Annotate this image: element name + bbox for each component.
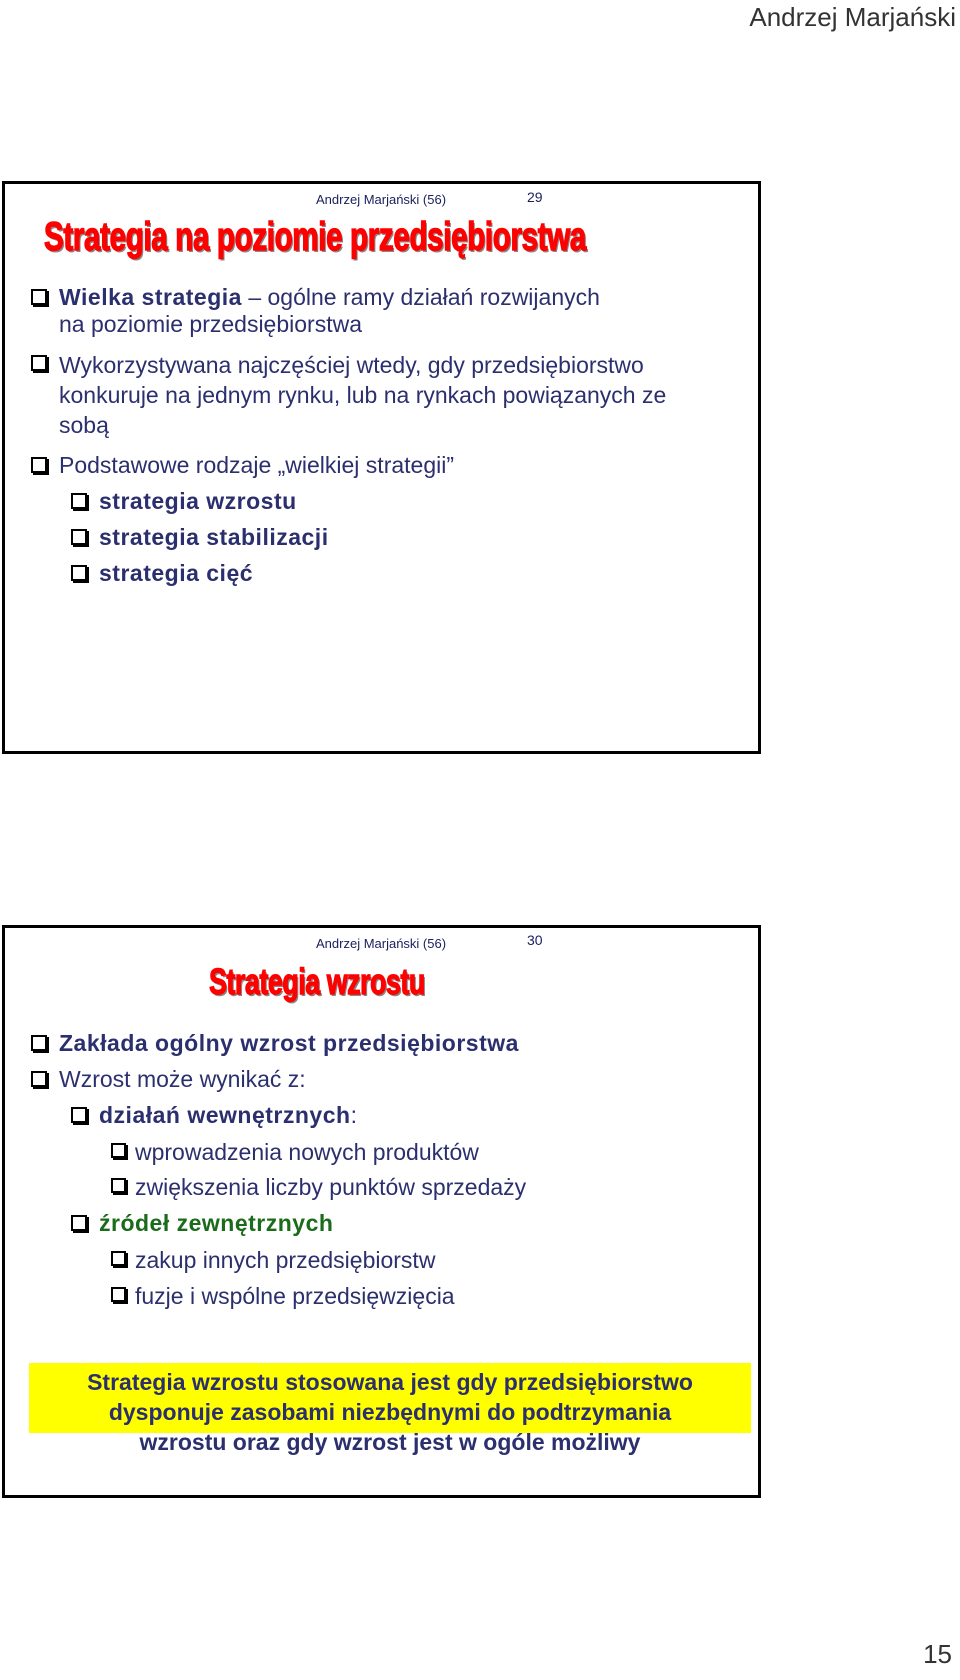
checkbox-bullet-icon [31,457,47,473]
sub-bullet-text: strategia stabilizacji [99,524,329,550]
item-text: fuzje i wspólne przedsięwzięcia [135,1283,455,1309]
highlight-line: dysponuje zasobami niezbędnymi do podtrzymania [108,1399,672,1425]
checkbox-bullet-icon [71,1215,87,1231]
slide-number: 30 [527,932,543,948]
bullet-wzrost-moze [31,1066,306,1093]
checkbox-bullet-icon [71,529,87,545]
highlight-line: wzrostu oraz gdy wzrost jest w ogóle możliwy [139,1429,641,1455]
sub-bullet-dzialan-wewnetrznych [71,1102,357,1129]
slide-author: Andrzej Marjański (56) [316,936,447,951]
sub-bullet-zrodel-zewnetrznych [71,1210,333,1237]
checkbox-bullet-icon [111,1178,126,1193]
item-text: zakup innych przedsiębiorstw [135,1247,436,1273]
page-number: 15 [923,1639,952,1669]
checkbox-bullet-icon [111,1143,126,1158]
sub-bullet-ciec [71,560,253,587]
bullet-text-line: na poziomie przedsiębiorstwa [59,311,362,337]
slide-29 [2,181,761,754]
checkbox-bullet-icon [71,493,87,509]
sub-bullet-wzrostu [71,488,297,515]
slide-title: Strategia na poziomie przedsiębiorstwa [44,215,586,259]
slide-title: Strategia wzrostu [209,961,425,1002]
bullet-bold-term: Wielka strategia [59,284,242,310]
sub-bullet-label: źródeł zewnętrznych [99,1210,334,1236]
slide-author: Andrzej Marjański (56) [316,192,447,207]
checkbox-bullet-icon [31,355,47,371]
slide-number: 29 [527,189,543,205]
checkbox-bullet-icon [71,1107,87,1123]
highlight-line: Strategia wzrostu stosowana jest gdy przedsiębiorstwo [87,1369,693,1395]
checkbox-bullet-icon [31,289,47,305]
bullet-text: Podstawowe rodzaje „wielkiej strategii” [59,452,454,478]
bullet-text: Wzrost może wynikać z: [59,1066,306,1092]
bullet-podstawowe-rodzaje [31,452,454,479]
sub-bullet-label: działań wewnętrznych [99,1102,351,1128]
checkbox-bullet-icon [31,1071,47,1087]
item-punktow-sprzedazy [111,1174,526,1201]
bullet-text: Zakłada ogólny wzrost przedsiębiorstwa [59,1030,519,1056]
item-text: wprowadzenia nowych produktów [135,1139,479,1165]
page-header-author: Andrzej Marjański [749,2,956,32]
sub-bullet-text: strategia wzrostu [99,488,297,514]
sub-bullet-colon: : [350,1102,357,1128]
bullet-text-line: konkuruje na jednym rynku, lub na rynkach powiązanych ze [59,382,667,408]
slide-30 [2,925,761,1498]
checkbox-bullet-icon [31,1035,47,1051]
bullet-wykorzystywana [31,350,666,440]
checkbox-bullet-icon [111,1251,126,1266]
checkbox-bullet-icon [71,565,87,581]
bullet-text-line: sobą [59,412,109,438]
sub-bullet-text: strategia cięć [99,560,254,586]
item-text: zwiększenia liczby punktów sprzedaży [135,1174,527,1200]
bullet-wielka-strategia [31,284,600,338]
item-nowych-produktow [111,1139,479,1166]
bullet-text-line: Wykorzystywana najczęściej wtedy, gdy przedsiębiorstwo [59,352,644,378]
checkbox-bullet-icon [111,1287,126,1302]
sub-bullet-stabilizacji [71,524,329,551]
bullet-text: – ogólne ramy działań rozwijanych [241,284,600,310]
item-zakup [111,1247,435,1274]
item-fuzje [111,1283,455,1310]
highlight-box [29,1363,751,1455]
bullet-zaklada [31,1030,519,1057]
